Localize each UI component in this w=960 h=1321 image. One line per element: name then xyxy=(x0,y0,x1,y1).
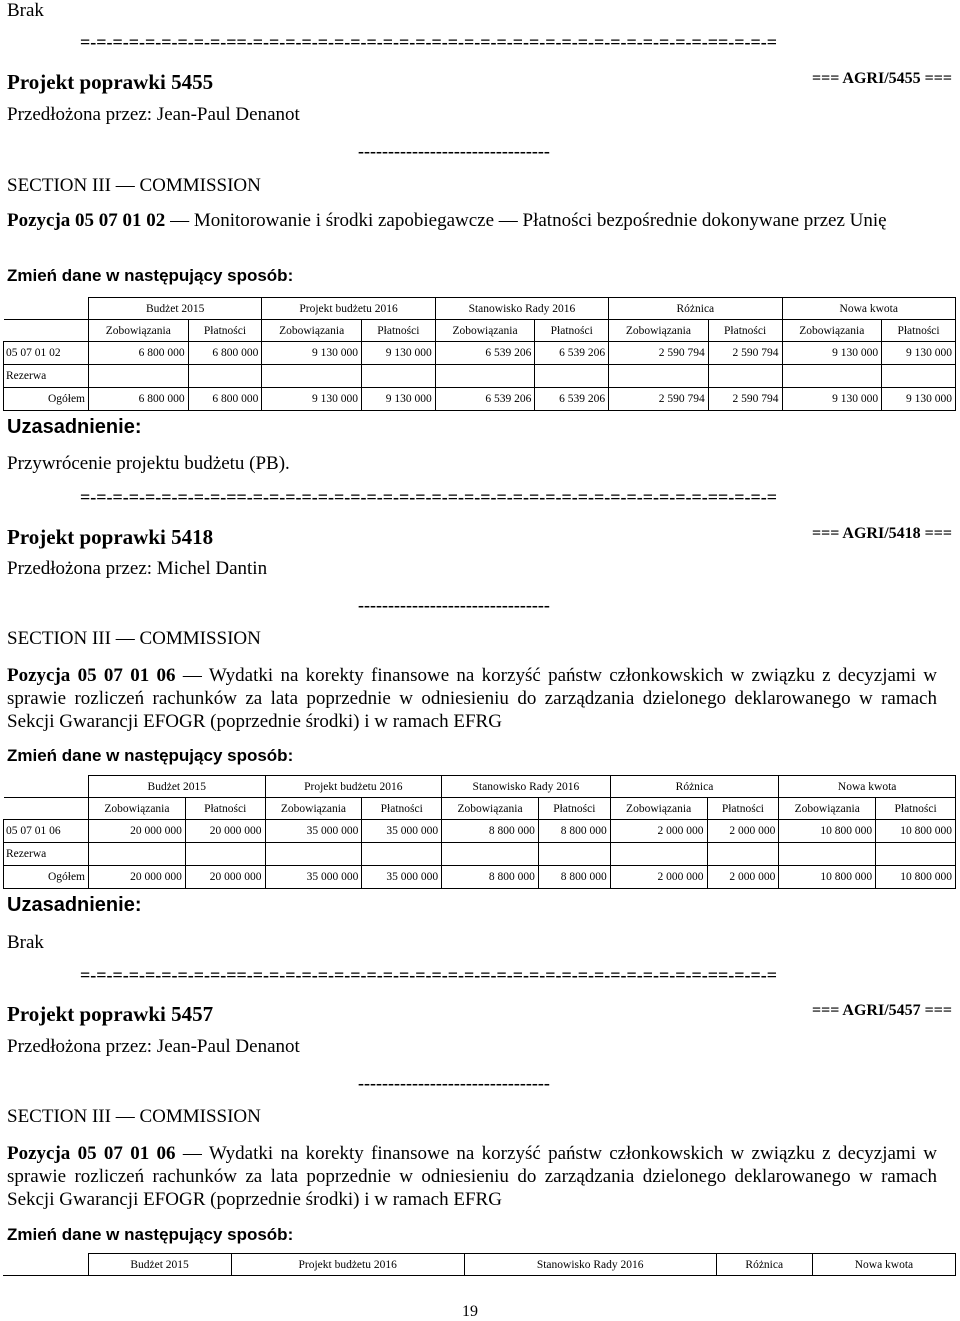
header-group: Różnica xyxy=(610,776,779,798)
budget-table xyxy=(3,775,956,889)
table-row xyxy=(4,342,956,365)
table-cell xyxy=(89,843,186,866)
table-cell: 10 800 000 xyxy=(779,866,876,889)
table-cell: 8 800 000 xyxy=(442,866,539,889)
budget-item-code: Pozycja 05 07 01 02 xyxy=(7,210,166,231)
table-cell: 8 800 000 xyxy=(538,820,610,843)
budget-item xyxy=(7,209,937,232)
header-sub: Zobowiązania xyxy=(609,320,709,342)
table-cell: 6 800 000 xyxy=(188,342,262,365)
table-cell xyxy=(265,843,362,866)
dash-separator: -------------------------------- xyxy=(358,595,550,615)
section-heading: SECTION III — COMMISSION xyxy=(7,628,261,649)
amendment-reference: === AGRI/5455 === xyxy=(811,70,952,87)
header-group: Różnica xyxy=(716,1254,812,1276)
table-cell xyxy=(707,843,779,866)
submitted-by: Przedłożona przez: Jean-Paul Denanot xyxy=(7,1036,300,1057)
table-cell: 2 590 794 xyxy=(609,388,709,411)
header-group: Nowa kwota xyxy=(812,1254,955,1276)
header-sub: Zobowiązania xyxy=(89,798,186,820)
separator-1: =-=-=-=-=-=-=-=-=-==-=-=-=-=-=-=-=-=-=-=-=-=-=-=-=-=-=-=-=-=-=-=-=-=-=-=-=-=-==-=-=-= xyxy=(80,32,778,52)
table-cell xyxy=(89,365,189,388)
header-sub: Zobowiązania xyxy=(262,320,362,342)
table-cell: 35 000 000 xyxy=(265,820,362,843)
amendment-reference: === AGRI/5418 === xyxy=(811,525,952,542)
header-sub: Płatności xyxy=(538,798,610,820)
amendment-title: Projekt poprawki 5455 xyxy=(7,70,214,94)
header-sub: Płatności xyxy=(185,798,265,820)
table-cell: 2 000 000 xyxy=(610,820,707,843)
header-sub: Płatności xyxy=(188,320,262,342)
table-cell: 9 130 000 xyxy=(361,388,435,411)
submitted-by: Przedłożona przez: Michel Dantin xyxy=(7,558,268,579)
change-label: Zmień dane w następujący sposób: xyxy=(7,746,294,765)
change-label: Zmień dane w następujący sposób: xyxy=(7,1225,294,1244)
budget-item xyxy=(7,1142,937,1211)
table-cell xyxy=(361,365,435,388)
table-cell xyxy=(876,843,956,866)
table-group-header xyxy=(4,776,956,798)
table-cell xyxy=(882,365,956,388)
table-cell: 20 000 000 xyxy=(185,866,265,889)
header-sub: Płatności xyxy=(882,320,956,342)
header-sub: Płatności xyxy=(361,320,435,342)
header-sub: Zobowiązania xyxy=(442,798,539,820)
table-cell xyxy=(188,365,262,388)
table-cell xyxy=(262,365,362,388)
row-label: Ogółem xyxy=(4,388,89,411)
table-cell: 35 000 000 xyxy=(362,820,442,843)
table-cell: 9 130 000 xyxy=(782,388,882,411)
justification-label: Uzasadnienie: xyxy=(7,894,142,916)
budget-item-code: Pozycja 05 07 01 06 xyxy=(7,665,176,686)
table-group-header xyxy=(4,298,956,320)
table-cell: 20 000 000 xyxy=(89,866,186,889)
table-cell: 35 000 000 xyxy=(265,866,362,889)
header-group: Projekt budżetu 2016 xyxy=(231,1254,464,1276)
table-cell: 10 800 000 xyxy=(876,866,956,889)
header-sub: Zobowiązania xyxy=(782,320,882,342)
table-cell: 2 000 000 xyxy=(610,866,707,889)
table-cell xyxy=(610,843,707,866)
separator-2: =-=-=-=-=-=-=-=-=-==-=-=-=-=-=-=-=-=-=-=-=-=-=-=-=-=-=-=-=-=-=-=-=-=-=-=-=-=-==-=-=-= xyxy=(80,487,778,507)
dash-separator: -------------------------------- xyxy=(358,141,550,161)
table-cell xyxy=(708,365,782,388)
row-label: Ogółem xyxy=(4,866,89,889)
table-cell xyxy=(442,843,539,866)
table-cell: 9 130 000 xyxy=(361,342,435,365)
budget-item-description: — Monitorowanie i środki zapobiegawcze — Płatności bezpośrednie dokonywane przez Unię xyxy=(165,210,887,231)
table-cell: 20 000 000 xyxy=(89,820,186,843)
table-row xyxy=(4,365,956,388)
table-sub-header xyxy=(4,320,956,342)
header-group: Budżet 2015 xyxy=(88,1254,231,1276)
table-cell: 10 800 000 xyxy=(876,820,956,843)
header-group: Nowa kwota xyxy=(779,776,956,798)
table-cell xyxy=(779,843,876,866)
table-row xyxy=(4,843,956,866)
amendment-title: Projekt poprawki 5418 xyxy=(7,525,214,549)
table-cell xyxy=(782,365,882,388)
top-text: Brak xyxy=(7,0,44,21)
table-cell: 35 000 000 xyxy=(362,866,442,889)
budget-item-description: — Wydatki na korekty finansowe na korzyść państw członkowskich w związku z decyzjami w sprawie rozliczeń rachunków za lata poprzednie w odniesieniu do zarządzania dzielonego deklarowanego w ramach Sekcji Gwarancji EFOGR (poprzednie środki) i w ramach EFRG xyxy=(7,1143,937,1210)
dash-separator: -------------------------------- xyxy=(358,1073,550,1093)
row-label: Rezerwa xyxy=(4,365,89,388)
budget-table xyxy=(3,297,956,411)
header-sub: Płatności xyxy=(707,798,779,820)
header-group: Projekt budżetu 2016 xyxy=(262,298,435,320)
header-sub: Płatności xyxy=(535,320,609,342)
table-cell: 6 539 206 xyxy=(435,342,535,365)
submitted-by: Przedłożona przez: Jean-Paul Denanot xyxy=(7,104,300,125)
table-cell: 6 539 206 xyxy=(435,388,535,411)
budget-item-description: — Wydatki na korekty finansowe na korzyść państw członkowskich w związku z decyzjami w sprawie rozliczeń rachunków za lata poprzednie w odniesieniu do zarządzania dzielonego deklarowanego w ramach Sekcji Gwarancji EFOGR (poprzednie środki) i w ramach EFRG xyxy=(7,665,937,732)
budget-item xyxy=(7,664,937,733)
table-cell: 9 130 000 xyxy=(882,388,956,411)
table-cell: 2 590 794 xyxy=(708,388,782,411)
budget-table xyxy=(3,1253,956,1276)
table-cell: 8 800 000 xyxy=(442,820,539,843)
table-cell: 20 000 000 xyxy=(185,820,265,843)
section-heading: SECTION III — COMMISSION xyxy=(7,1106,261,1127)
header-sub: Płatności xyxy=(708,320,782,342)
row-label: 05 07 01 06 xyxy=(4,820,89,843)
separator-3: =-=-=-=-=-=-=-=-=-==-=-=-=-=-=-=-=-=-=-=-=-=-=-=-=-=-=-=-=-=-=-=-=-=-=-=-=-=-==-=-=-= xyxy=(80,965,778,985)
table-cell xyxy=(185,843,265,866)
header-group: Budżet 2015 xyxy=(89,776,266,798)
amendment-reference: === AGRI/5457 === xyxy=(811,1002,952,1019)
table-cell xyxy=(362,843,442,866)
table-cell: 2 000 000 xyxy=(707,866,779,889)
header-sub: Zobowiązania xyxy=(265,798,362,820)
justification-text: Przywrócenie projektu budżetu (PB). xyxy=(7,453,290,474)
header-sub: Zobowiązania xyxy=(779,798,876,820)
header-sub: Zobowiązania xyxy=(435,320,535,342)
header-sub: Płatności xyxy=(362,798,442,820)
table-row-total xyxy=(4,388,956,411)
header-group: Nowa kwota xyxy=(782,298,956,320)
table-cell: 6 800 000 xyxy=(188,388,262,411)
table-row-total xyxy=(4,866,956,889)
header-group: Stanowisko Rady 2016 xyxy=(435,298,608,320)
row-label: Rezerwa xyxy=(4,843,89,866)
row-label: 05 07 01 02 xyxy=(4,342,89,365)
table-cell: 9 130 000 xyxy=(262,342,362,365)
header-group: Stanowisko Rady 2016 xyxy=(464,1254,716,1276)
table-cell: 2 590 794 xyxy=(609,342,709,365)
page-number: 19 xyxy=(462,1303,478,1320)
table-cell: 2 590 794 xyxy=(708,342,782,365)
justification-text: Brak xyxy=(7,932,44,953)
table-cell: 8 800 000 xyxy=(538,866,610,889)
table-cell: 9 130 000 xyxy=(262,388,362,411)
table-cell xyxy=(435,365,535,388)
table-group-header xyxy=(3,1254,956,1276)
table-cell: 6 539 206 xyxy=(535,342,609,365)
table-cell: 9 130 000 xyxy=(782,342,882,365)
justification-label: Uzasadnienie: xyxy=(7,416,142,438)
table-cell: 2 000 000 xyxy=(707,820,779,843)
header-group: Projekt budżetu 2016 xyxy=(265,776,442,798)
change-label: Zmień dane w następujący sposób: xyxy=(7,266,294,285)
budget-item-code: Pozycja 05 07 01 06 xyxy=(7,1143,176,1164)
header-group: Budżet 2015 xyxy=(89,298,262,320)
amendment-title: Projekt poprawki 5457 xyxy=(7,1002,214,1026)
table-cell xyxy=(535,365,609,388)
table-cell: 10 800 000 xyxy=(779,820,876,843)
table-cell xyxy=(538,843,610,866)
header-group: Różnica xyxy=(609,298,782,320)
header-sub: Zobowiązania xyxy=(89,320,189,342)
header-sub: Zobowiązania xyxy=(610,798,707,820)
section-heading: SECTION III — COMMISSION xyxy=(7,175,261,196)
table-sub-header xyxy=(4,798,956,820)
table-cell: 6 539 206 xyxy=(535,388,609,411)
header-sub: Płatności xyxy=(876,798,956,820)
table-cell: 9 130 000 xyxy=(882,342,956,365)
table-cell: 6 800 000 xyxy=(89,388,189,411)
table-cell xyxy=(609,365,709,388)
table-cell: 6 800 000 xyxy=(89,342,189,365)
header-group: Stanowisko Rady 2016 xyxy=(442,776,611,798)
table-row xyxy=(4,820,956,843)
